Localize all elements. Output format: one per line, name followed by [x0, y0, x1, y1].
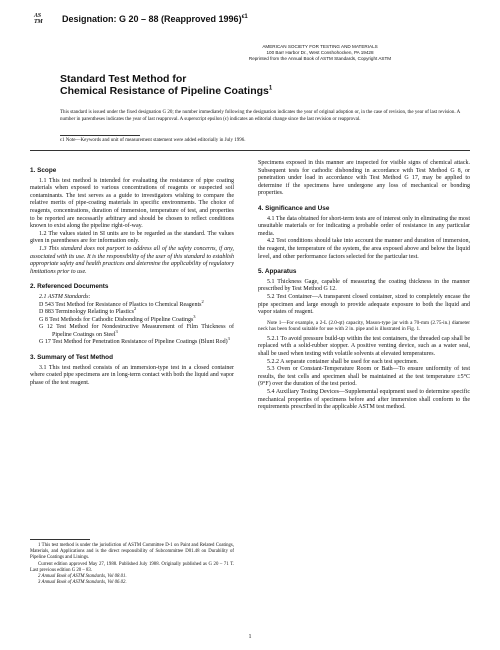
- title-line-1: Standard Test Method for: [60, 73, 187, 85]
- ref-d883-sup: 2: [133, 306, 137, 312]
- footnotes: [30, 543, 234, 586]
- footnote-3: 3 Annual Book of ASTM Standards, Vol 06.02.: [38, 580, 127, 586]
- ref-g12-sup: 3: [115, 328, 118, 334]
- section-3-heading: 3. Summary of Test Method: [30, 354, 113, 362]
- publisher-line-1: AMERICAN SOCIETY FOR TESTING AND MATERIALS: [262, 44, 378, 49]
- para-5-2-2: 5.2.2 A separate container shall be used for each test specimen.: [267, 358, 419, 365]
- note-1: Note 1—For example, a 2-L (2.0-qt) capacity, Mason-type jar with a 70-mm (2.75-in.) diameter neck has been found suitable for use with 2 in. pipe and is illustrated in Fig. 1.: [258, 319, 470, 333]
- section-1-heading: 1. Scope: [30, 167, 57, 174]
- logo-line-1: AS: [34, 13, 41, 19]
- footnote-1-edition: Current edition approved May 27, 1988. Published July 1988. Originally published as G 20 – 71 T. Last previous edition G 20 – 83.: [30, 561, 234, 573]
- title-line-2: Chemical Resistance of Pipeline Coatings: [60, 85, 269, 97]
- page-number: 1: [248, 634, 252, 640]
- right-column: [258, 160, 470, 412]
- ref-d543: [39, 298, 234, 310]
- section-2-heading: 2. Referenced Documents: [30, 283, 109, 291]
- ref-g12: [39, 324, 234, 342]
- para-1-3: 1.3 This standard does not purport to address all of the safety concerns, if any, associated with its use. It is the responsibility of the user of this standard to establish appropriate safety and health practices and determine the applicability of regulatory limitations prior to use.: [30, 245, 234, 275]
- section-4-heading: 4. Significance and Use: [258, 204, 330, 212]
- para-5-1: 5.1 Thickness Gage, capable of measuring the coating thickness in the manner prescribed by Test Method G 12.: [258, 278, 470, 293]
- para-5-2-1: 5.2.1 To avoid pressure build-up within the test containers, the threaded cap shall be replaced with a solid-rubber stopper. A positive venting device, such as a water seal, shall be used when testing with volatile solvents at elevated temperatures.: [258, 335, 470, 358]
- section-5-heading: 5. Apparatus: [258, 268, 297, 276]
- ref-d543-text: D 543 Test Method for Resistance of Plastics to Chemical Reagents: [39, 301, 202, 308]
- para-4-2: 4.2 Test conditions should take into account the manner and duration of immersion, the reagent, the temperature of the system, the area exposed above and below the liquid level, and other performance factors selected for the particular test.: [258, 238, 470, 260]
- left-column: [30, 160, 234, 387]
- publisher-line-3: Reprinted from the Annual Book of ASTM Standards, Copyright ASTM: [248, 56, 392, 61]
- editorial-note: ϵ1 Note—Keywords and unit of measurement statement were added editorially in July 1996.: [60, 138, 246, 143]
- ref-d883-text: D 883 Terminology Relating to Plastics: [39, 309, 134, 316]
- header-rule: [30, 150, 470, 151]
- para-1-2: 1.2 The values stated in SI units are to be regarded as the standard. The values given in parentheses are for information only.: [30, 230, 234, 245]
- designation-sup: ϵ1: [241, 14, 248, 20]
- ref-g12-text: G 12 Test Method for Nondestructive Measurement of Film Thickness of Pipeline Coatings on Steel: [39, 324, 234, 338]
- designation-text: Designation: G 20 – 88 (Reapproved 1996): [62, 14, 242, 24]
- para-5-2: 5.2 Test Container—A transparent closed container, sized to completely encase the pipe specimen and large enough to provide adequate exposure to both the liquid and vapor states of reagent.: [258, 293, 470, 316]
- footnote-1: 1 This test method is under the jurisdiction of ASTM Committee D-1 on Paint and Related Coatings, Materials, and Applications and is the direct responsibility of Subcommittee D01.48 on Durability of Pipeline Coatings and Linings.: [30, 543, 234, 561]
- ref-g17: [39, 336, 234, 347]
- logo-line-2: TM: [34, 19, 43, 25]
- footnote-divider: [30, 539, 90, 540]
- para-5-3: 5.3 Oven or Constant-Temperature Room or Bath—To ensure uniformity of test results, the test cells and specimen shall be maintained at the test temperature ±5°C (9°F) over the duration of the test period.: [258, 366, 470, 388]
- ref-g17-sup: 3: [227, 336, 230, 342]
- ref-g17-text: G 17 Test Method for Penetration Resistance of Pipeline Coatings (Blunt Rod): [39, 339, 228, 346]
- para-2-1: 2.1 ASTM Standards:: [39, 293, 91, 300]
- para-4-1: 4.1 The data obtained for short-term tests are of interest only in eliminating the most unsuitable materials or for indicating a probable order of resistance in any particular media.: [258, 215, 470, 237]
- para-5-4: 5.4 Auxiliary Testing Devices—Supplemental equipment used to determine specific mechanical properties of specimens before and after immersion shall conform to the requirements prescribed in the applicable ASTM test method.: [258, 389, 470, 411]
- ref-d543-sup: 2: [201, 298, 204, 304]
- publisher-line-2: 100 Barr Harbor Dr., West Conshohocken, PA 19428: [266, 50, 374, 55]
- notice-divider: [60, 135, 140, 136]
- footnote-2: 2 Annual Book of ASTM Standards, Vol 08.01.: [38, 574, 127, 580]
- ref-g8-sup: 3: [193, 313, 196, 319]
- ref-g8-text: G 8 Test Methods for Cathodic Disbonding of Pipeline Coatings: [39, 316, 194, 323]
- standard-notice: This standard is issued under the fixed designation G 20; the number immediately following the designation indicates the year of original adoption or, in the case of revision, the year of last revision. A number in parentheses indicates the year of last reapproval. A superscript epsilon (ϵ) indicates an editorial change since the last revision or reapproval.: [60, 110, 460, 122]
- para-3-1: 3.1 This test method consists of an immersion-type test in a closed container where coated pipe specimens are in long-term contact with both the liquid and vapor phase of the test reagent.: [30, 364, 234, 386]
- astm-logo: [34, 13, 54, 31]
- para-1-1: 1.1 This test method is intended for evaluating the resistance of pipe coating materials when exposed to various concentrations of reagents or suspected soil contaminants. The test serves as a guide to investigators wishing to compare the relative merits of pipe-coating materials in specific environments. The choice of reagents, concentrations, duration of immersion, temperature of test, and properties to be reported are necessarily arbitrary and should be chosen to reflect conditions known to exist along the pipeline right-of-way.: [30, 177, 234, 230]
- para-3-1-continued: Specimens exposed in this manner are inspected for visible signs of chemical attack. Subsequent tests for cathodic disbonding in accordance with Test Method G 8, or penetration under load in accordance with Test Method G 17, may be applied to determine if the specimens have undergone any loss of mechanical or bonding properties.: [258, 160, 470, 197]
- document-title: [60, 73, 272, 97]
- designation: [62, 14, 248, 24]
- title-sup: 1: [268, 85, 273, 92]
- ref-d883: [39, 306, 234, 317]
- publisher-block: [0, 44, 500, 62]
